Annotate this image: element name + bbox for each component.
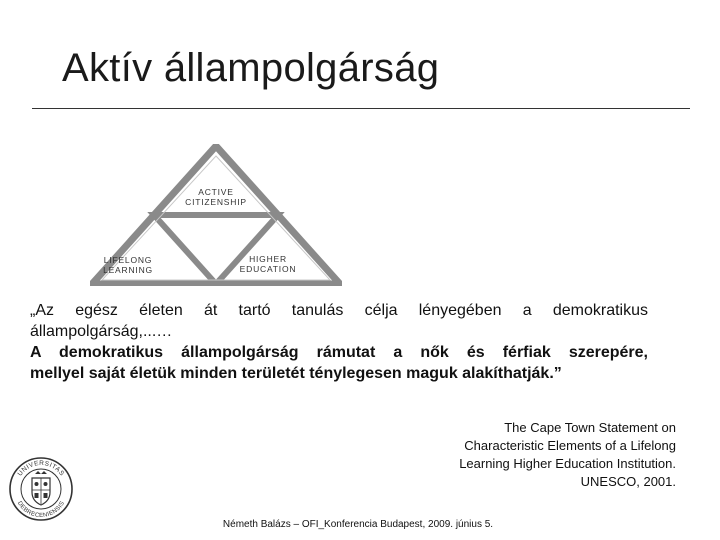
svg-text:UNIVERSITAS: UNIVERSITAS [16, 459, 66, 478]
citation-line-2: Characteristic Elements of a Lifelong [464, 438, 676, 453]
citation-line-3: Learning Higher Education Institution. [459, 456, 676, 471]
citation [416, 419, 676, 491]
quote-line-2: állampolgárság,...… [30, 323, 173, 340]
university-seal-logo [8, 456, 74, 522]
citation-line-4: UNESCO, 2001. [580, 474, 676, 489]
footer [0, 519, 720, 530]
quote-bold-text [30, 342, 648, 384]
quote-block [30, 300, 648, 384]
pyramid-diagram [90, 144, 342, 286]
slide-title: Aktív állampolgárság [62, 46, 440, 90]
diagram-label-citizenship: CITIZENSHIP [185, 197, 247, 207]
diagram-label-learning: LEARNING [103, 265, 153, 275]
quote-line-1: „Az egész életen át tartó tanulás célja lényegében a demokratikus [30, 302, 648, 319]
diagram-label-active: ACTIVE [198, 187, 234, 197]
svg-text:DEBRECENIENSIS: DEBRECENIENSIS [15, 500, 67, 520]
title-divider [32, 108, 690, 109]
quote-bold-line-2: mellyel saját életük minden területét ténylegesen maguk alakíthatják.” [30, 365, 562, 382]
diagram-label-higher: HIGHER [249, 254, 287, 264]
citation-line-1: The Cape Town Statement on [504, 420, 676, 435]
diagram-label-education: EDUCATION [239, 264, 297, 274]
quote-bold-line-1: A demokratikus állampolgárság rámutat a nők és férfiak szerepére, [30, 344, 648, 361]
diagram-label-lifelong: LIFELONG [103, 255, 153, 265]
footer-text: Németh Balázs – OFI_Konferencia Budapest, 2009. június 5. [222, 519, 494, 530]
